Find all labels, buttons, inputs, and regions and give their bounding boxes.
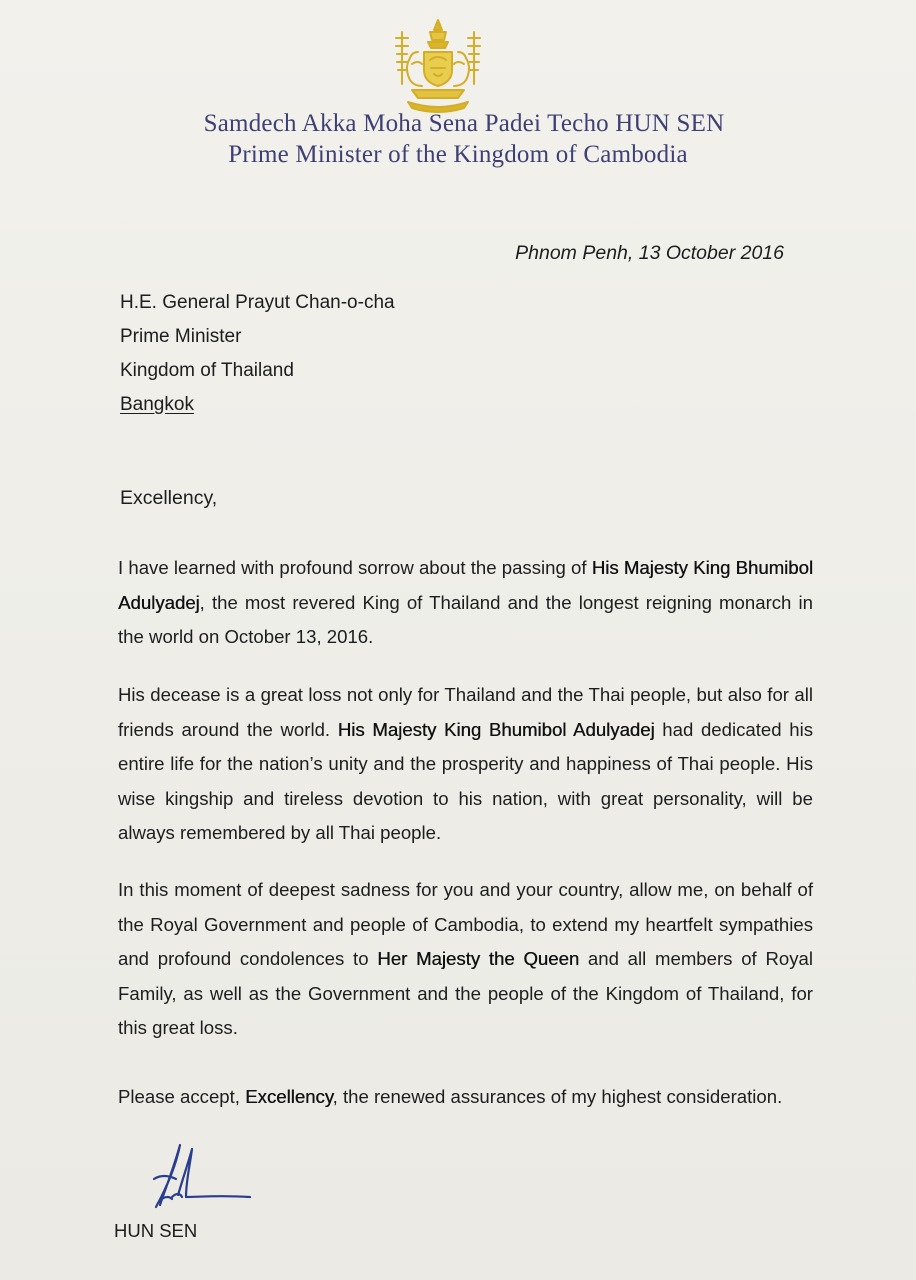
recipient-city: Bangkok — [120, 394, 194, 415]
closing-paragraph: Please accept, Excellency, the renewed assurances of my highest consideration. — [118, 1086, 783, 1107]
paragraph-3: In this moment of deepest sadness for you and your country, allow me, on behalf of the Royal Government and people of Cambodia, to extend my heartfelt sympathies and profound condolences to Her Majesty the Queen and all members of Royal Family, as well as the Government and the people of the Kingdom of Thailand, for this great loss. — [118, 879, 813, 1038]
recipient-name: H.E. General Prayut Chan-o-cha — [120, 292, 395, 313]
emphasis-excellency: Excellency — [245, 1086, 333, 1107]
emphasis-king-name: His Majesty King Bhumibol Adulyadej — [337, 718, 655, 740]
recipient-address — [120, 292, 395, 428]
paragraph-2: His decease is a great loss not only for Thailand and the Thai people, but also for all friends around the world. His Majesty King Bhumibol Adulyadej had dedicated his entire life for the nation’s unity and the prosperity and happiness of Thai people. His wise kingship and tireless devotion to his nation, with great personality, will be always remembered by all Thai people. — [118, 684, 813, 843]
recipient-country: Kingdom of Thailand — [120, 360, 294, 381]
salutation: Excellency, — [120, 487, 218, 509]
date-line: Phnom Penh, 13 October 2016 — [515, 242, 784, 264]
emphasis-king-name: His Majesty King Bhumibol Adulyadej — [118, 557, 813, 613]
recipient-title: Prime Minister — [120, 326, 242, 347]
signer-name: HUN SEN — [114, 1220, 198, 1241]
paragraph-1: I have learned with profound sorrow about the passing of His Majesty King Bhumibol Adulyadej, the most revered King of Thailand and the longest reigning monarch in the world on October 13, 2016. — [118, 557, 813, 647]
letterhead-title: Prime Minister of the Kingdom of Cambodia — [228, 141, 688, 168]
letterhead-name: Samdech Akka Moha Sena Padei Techo HUN SEN — [203, 110, 725, 137]
royal-arms-of-cambodia-icon — [388, 18, 488, 114]
handwritten-signature-icon — [146, 1135, 258, 1213]
emphasis-queen: Her Majesty the Queen — [377, 948, 580, 969]
